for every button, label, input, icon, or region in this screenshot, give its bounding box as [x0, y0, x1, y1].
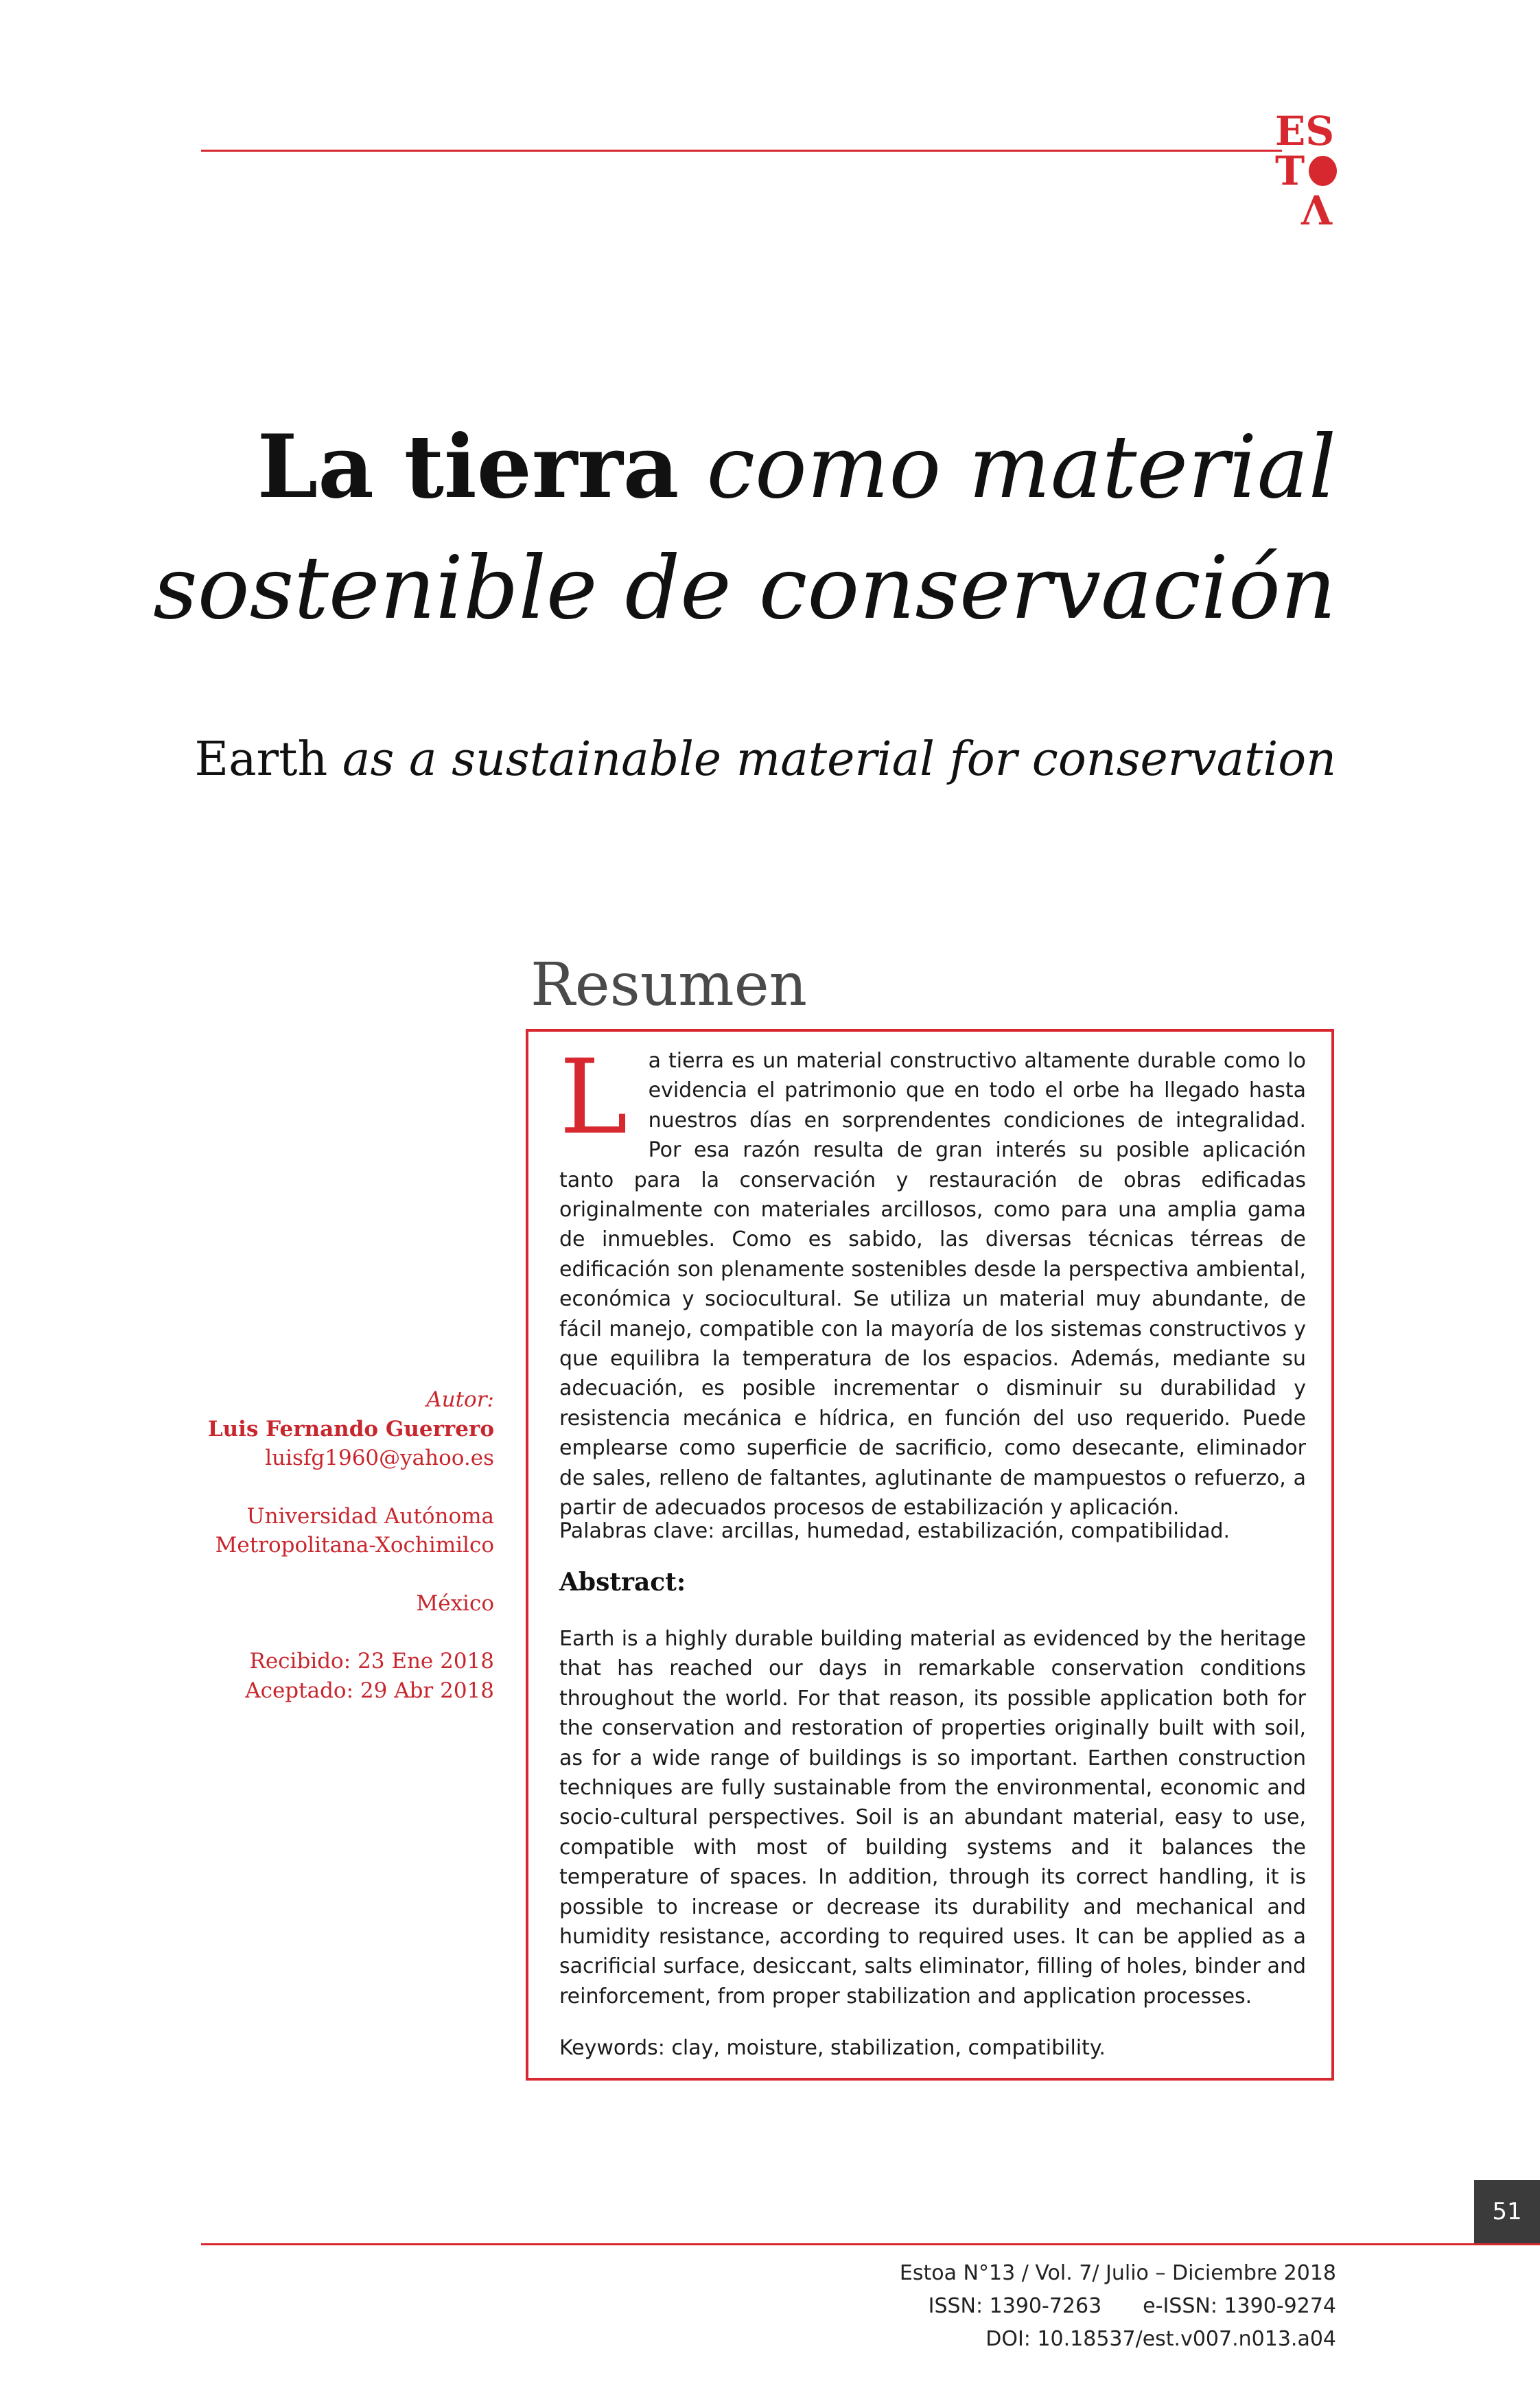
logo-dot-icon	[1309, 156, 1337, 186]
footer	[513, 2257, 1336, 2356]
author-label: Autor:	[426, 1387, 494, 1412]
author-info	[158, 1385, 494, 1705]
resumen-text: a tierra es un material constructivo altamente durable como lo evidencia el patrimonio que en todo el orbe ha llegado hasta nuestros días en sorprendentes condiciones de integralidad. Por esa razón resulta de gran interés su posible aplicación tanto para la conservación y restauración de obras edificadas originalmente con materiales arcillosos, como para una amplia gama de inmuebles. Como es sabido, las diversas técnicas térreas de edificación son plenamente sostenibles desde la perspectiva ambiental, económica y sociocultural. Se utiliza un material muy abundante, de fácil manejo, compatible con la mayoría de los sistemas constructivos y que equilibra la temperatura de los espacios. Además, mediante su adecuación, es posible incrementar o disminuir su durabilidad y resistencia mecánica e hídrica, en función del uso requerido. Puede emplearse como superficie de sacrificio, como desecante, eliminador de sales, relleno de faltantes, aglutinante de mampuestos o refuerzo, a partir de adecuados procesos de estabilización y aplicación.	[559, 1049, 1306, 1520]
keywords-es-label: Palabras clave:	[559, 1519, 715, 1543]
keywords-en-values: clay, moisture, stabilization, compatibility.	[671, 2036, 1106, 2060]
subtitle-italic: as a sustainable material for conservation	[342, 732, 1336, 787]
article-title	[101, 406, 1336, 649]
author-country: México	[416, 1590, 494, 1616]
footer-doi: DOI: 10.18537/est.v007.n013.a04	[985, 2327, 1336, 2351]
journal-logo	[1275, 108, 1337, 234]
accepted-date: Aceptado: 29 Abr 2018	[245, 1678, 494, 1703]
title-italic-2: sostenible de conservación	[153, 537, 1336, 638]
resumen-body	[559, 1038, 1306, 1523]
author-name: Luis Fernando Guerrero	[207, 1416, 494, 1442]
keywords-en-label: Keywords:	[559, 2036, 665, 2060]
title-italic-1: como material	[706, 417, 1336, 518]
subtitle-regular: Earth	[194, 732, 328, 787]
logo-row-1: ES	[1275, 108, 1335, 154]
logo-row-2: T	[1275, 151, 1337, 191]
page-number: 51	[1474, 2180, 1540, 2243]
received-date: Recibido: 23 Ene 2018	[249, 1649, 494, 1674]
abstract-heading: Abstract:	[559, 1568, 686, 1597]
author-institution-1: Universidad Autónoma	[246, 1503, 494, 1529]
author-email: luisfg1960@yahoo.es	[265, 1446, 494, 1470]
footer-journal: Estoa N°13 / Vol. 7/ Julio – Diciembre 2018	[899, 2261, 1336, 2285]
resumen-heading: Resumen	[530, 951, 807, 1019]
keywords-es	[559, 1516, 1306, 1546]
title-bold: La tierra	[257, 416, 679, 518]
keywords-en	[559, 2033, 1306, 2063]
header-rule	[201, 150, 1282, 152]
keywords-es-values: arcillas, humedad, estabilización, compatibilidad.	[721, 1519, 1230, 1543]
footer-issn: ISSN: 1390-7263	[928, 2294, 1102, 2318]
logo-row-3: Λ	[1301, 187, 1333, 234]
article-subtitle	[32, 729, 1336, 791]
footer-eissn: e-ISSN: 1390-9274	[1143, 2294, 1336, 2318]
author-institution-2: Metropolitana-Xochimilco	[215, 1533, 494, 1558]
dropcap: L	[559, 1038, 628, 1157]
abstract-text: Earth is a highly durable building material as evidenced by the heritage that has reached our days in remarkable conservation conditions throughout the world. For that reason, its possible application both for the conservation and restoration of properties originally built with soil, as for a wide range of buildings is so important. Earthen construction techniques are fully sustainable from the environmental, economic and socio-cultural perspectives. Soil is an abundant material, easy to use, compatible with most of building systems and it balances the temperature of spaces. In addition, through its correct handling, it is possible to increase or decrease its durability and mechanical and humidity resistance, according to required uses. It can be applied as a sacrificial surface, desiccant, salts eliminator, filling of holes, binder and reinforcement, from proper stabilization and application processes.	[559, 1627, 1306, 2008]
footer-rule	[201, 2243, 1540, 2245]
